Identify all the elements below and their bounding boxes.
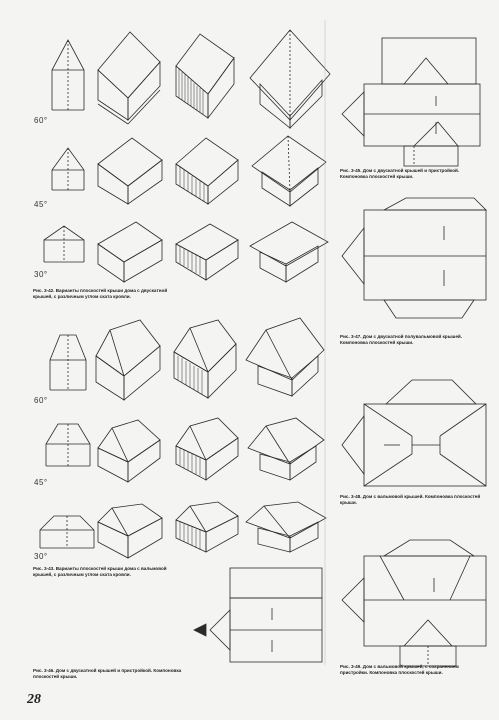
angle-label-45-hip: 45°	[34, 478, 48, 487]
house-60-plain	[98, 32, 160, 124]
plan-3-46	[194, 568, 322, 662]
angle-label-60: 60°	[34, 116, 48, 125]
plan-3-47	[342, 198, 486, 318]
angle-label-60-hip: 60°	[34, 396, 48, 405]
house-30-shaded	[176, 224, 238, 280]
house-30-hip-shaded	[176, 502, 238, 552]
front-view-45-gable	[52, 148, 84, 190]
house-45-hip-shaded	[176, 418, 238, 480]
plan-3-45	[342, 38, 480, 166]
caption-3-46: Рис. 3-46. Дом с двускатной крышей и пристройкой. Компоновка плоскостей крыши.	[33, 668, 182, 679]
house-45-plain	[98, 138, 162, 204]
house-60-shaded	[176, 34, 234, 118]
front-view-30-gable	[44, 226, 84, 262]
house-60-hip-shaded	[174, 320, 236, 398]
house-45-shaded	[176, 138, 238, 204]
house-30-hip-plain	[98, 504, 162, 558]
caption-3-48: Рис. 3-48. Дом с вальмовой крышей. Компоновка плоскостей крыши.	[340, 494, 481, 505]
page-number: 28	[27, 692, 41, 707]
front-view-45-hip	[46, 424, 90, 466]
plan-3-48	[342, 380, 486, 486]
caption-3-42: Рис. 3-42. Варианты плоскостей крыши дома с двускатной крышей, с различным углом ската кровли.	[33, 288, 168, 299]
angle-label-30-hip: 30°	[34, 552, 48, 561]
angle-label-30: 30°	[34, 270, 48, 279]
front-view-60-hip	[50, 335, 86, 390]
caption-3-45: Рис. 3-45. Дом с двускатной крышей и пристройкой. Компоновка плоскостей крыши.	[340, 168, 460, 179]
caption-3-47: Рис. 3-47. Дом с двускатной полувальмовой крышей. Компоновка плоскостей крыши.	[340, 334, 462, 345]
caption-3-43: Рис. 3-43. Варианты плоскостей крыши дома с вальмовой крышей, с различным углом ската кровли.	[33, 566, 167, 577]
caption-3-49: Рис. 3-49. Дом с вальмовой крышей, с сохранением пристройки. Компоновка плоскостей крыши.	[340, 664, 459, 675]
angle-label-45: 45°	[34, 200, 48, 209]
front-view-60-gable	[52, 40, 84, 110]
house-45-hip-overhang	[248, 418, 324, 480]
house-45-overhang	[252, 136, 326, 206]
house-30-plain	[98, 222, 162, 282]
house-60-hip-overhang	[246, 318, 324, 396]
house-60-hip-plain	[96, 320, 160, 400]
house-30-overhang	[250, 222, 328, 282]
house-45-hip-plain	[98, 420, 160, 482]
front-view-30-hip	[40, 516, 94, 548]
house-30-hip-overhang	[246, 502, 326, 552]
plan-3-49	[342, 540, 486, 666]
house-60-overhang	[250, 30, 330, 128]
